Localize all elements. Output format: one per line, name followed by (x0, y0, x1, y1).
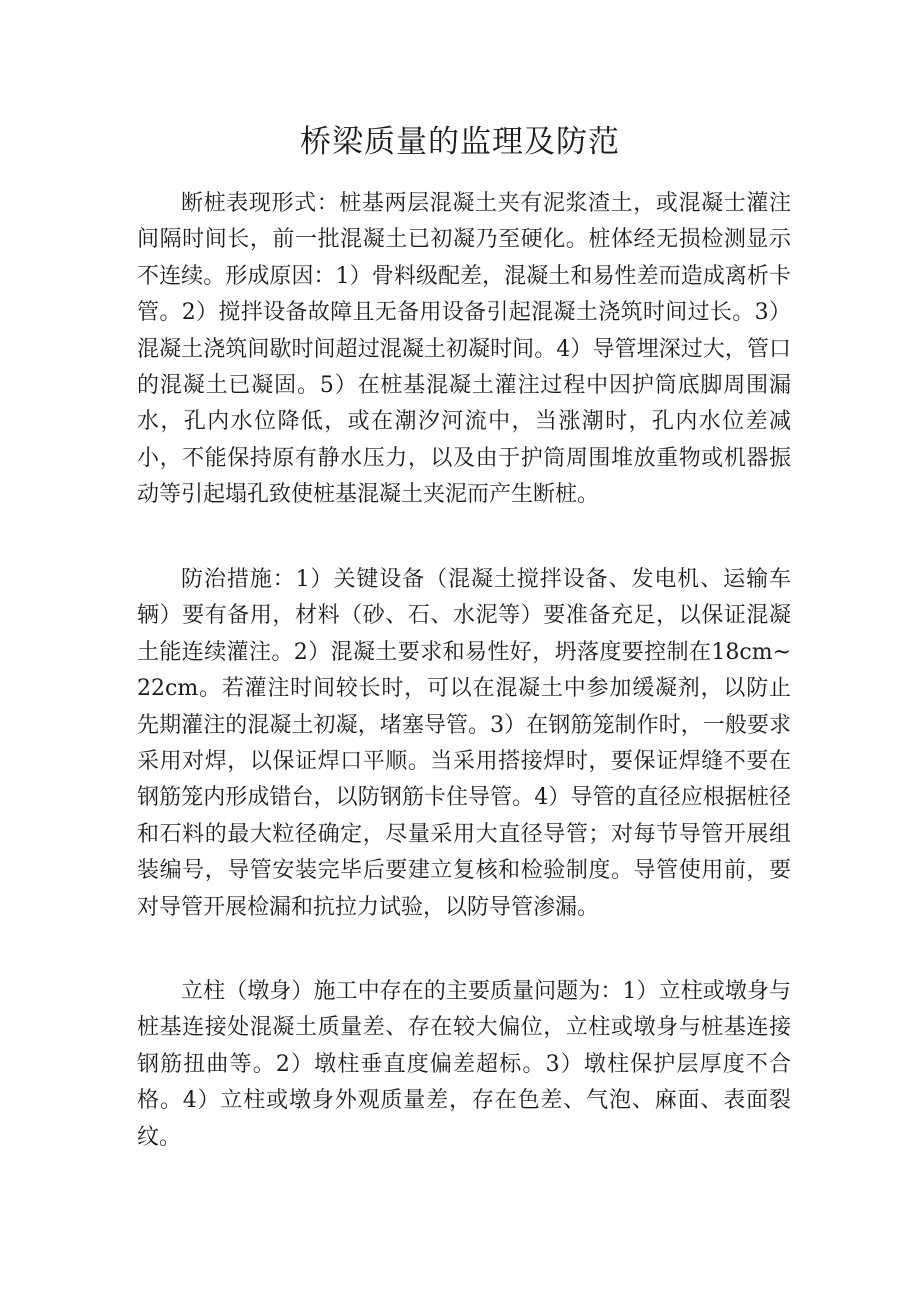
paragraph-prevention-measures: 防治措施：1）关键设备（混凝土搅拌设备、发电机、运输车辆）要有备用，材料（砂、石、水泥等）要准备充足，以保证混凝土能连续灌注。2）混凝土要求和易性好，坍落度要控制在18cm~22cm。若灌注时间较长时，可以在混凝土中参加缓凝剂，以防止先期灌注的混凝土初凝，堵塞导管。3）在钢筋笼制作时，一般要求采用对焊，以保证焊口平顺。当采用搭接焊时，要保证焊缝不要在钢筋笼内形成错台，以防钢筋卡住导管。4）导管的直径应根据桩径和石料的最大粒径确定，尽量采用大直径导管；对每节导管开展组装编号，导管安装完毕后要建立复核和检验制度。导管使用前，要对导管开展检漏和抗拉力试验，以防导管渗漏。 (137, 567, 791, 920)
paragraph-pile-break-causes: 断桩表现形式：桩基两层混凝土夹有泥浆渣土，或混凝士灌注间隔时间长，前一批混凝土已初凝乃至硬化。桩体经无损检测显示不连续。形成原因：1）骨料级配差，混凝土和易性差而造成离析卡管。2）搅拌设备故障且无备用设备引起混凝土浇筑时间过长。3）混凝土浇筑间歇时间超过混凝土初凝时间。4）导管埋深过大，管口的混凝土已凝固。5）在桩基混凝土灌注过程中因护筒底脚周围漏水，孔内水位降低，或在潮汐河流中，当涨潮时，孔内水位差减小，不能保持原有静水压力，以及由于护筒周围堆放重物或机器振动等引起塌孔致使桩基混凝土夹泥而产生断桩。 (137, 191, 791, 508)
document-title: 桥梁质量的监理及防范 (300, 124, 620, 160)
paragraph-column-quality-issues: 立柱（墩身）施工中存在的主要质量问题为：1）立柱或墩身与桩基连接处混凝土质量差、存在较大偏位，立柱或墩身与桩基连接钢筋扭曲等。2）墩柱垂直度偏差超标。3）墩柱保护层厚度不合格。4）立柱或墩身外观质量差，存在色差、气泡、麻面、表面裂纹。 (137, 979, 791, 1150)
